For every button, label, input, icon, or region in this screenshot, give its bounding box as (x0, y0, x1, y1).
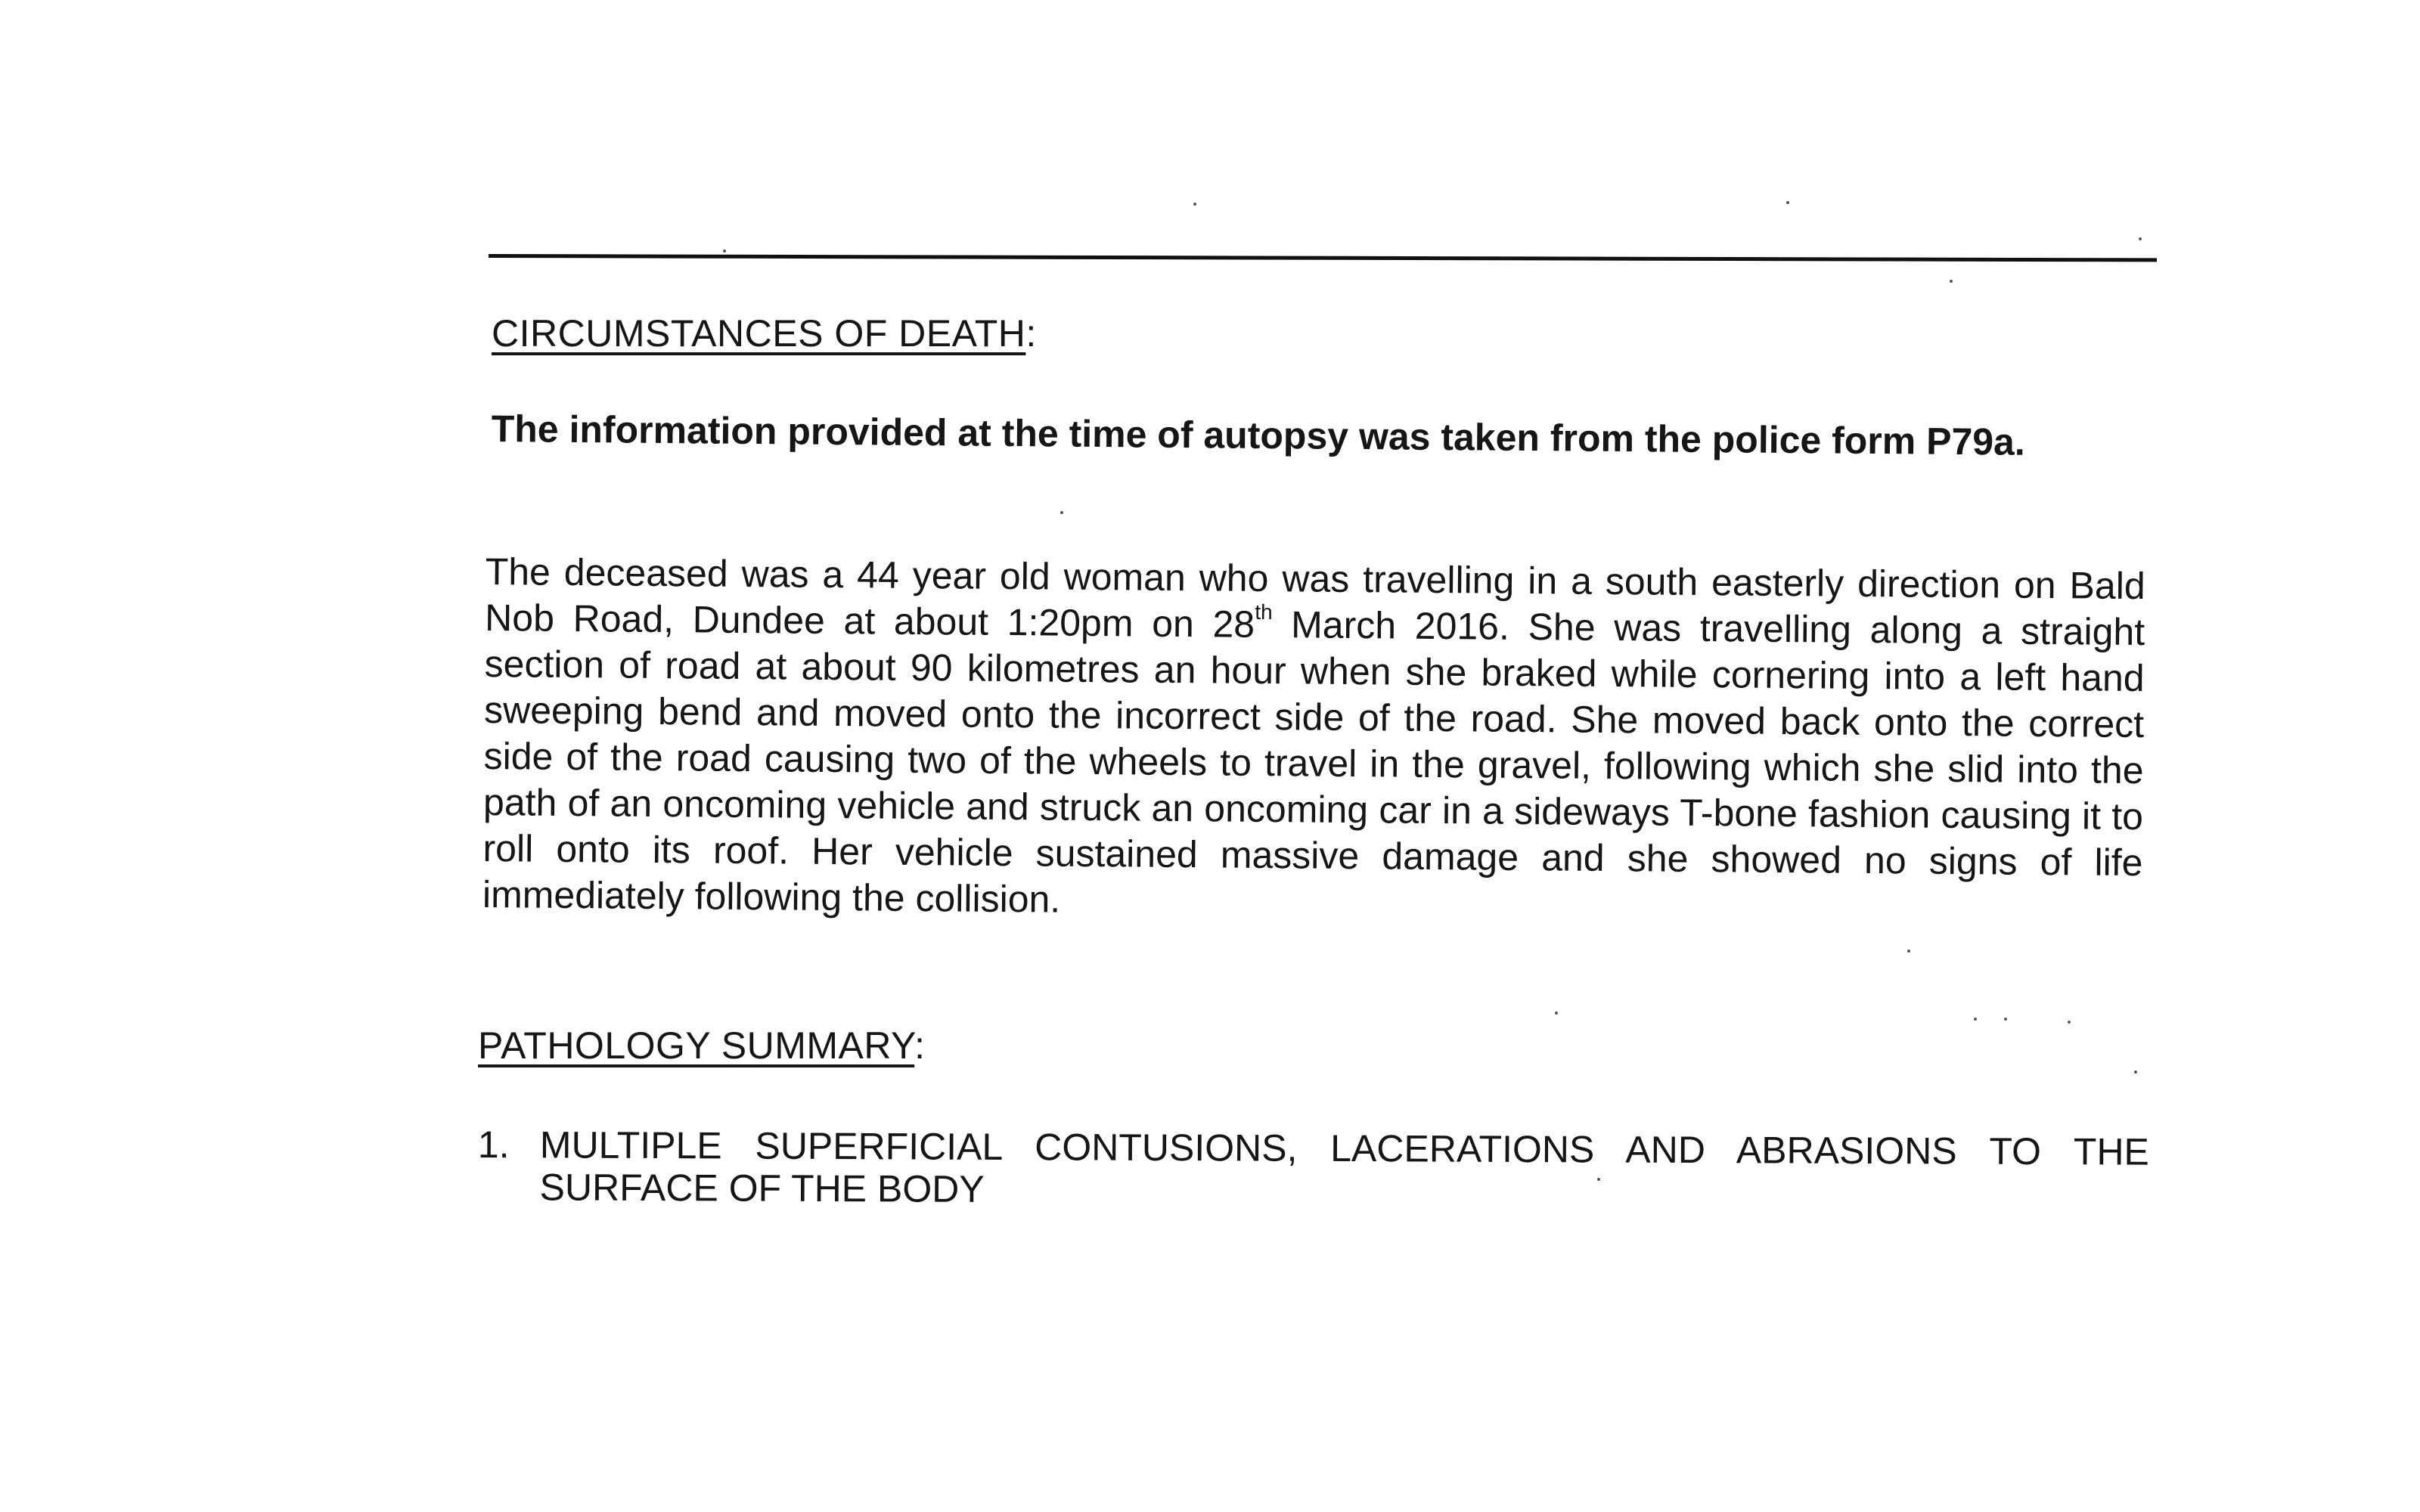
scan-speck (1193, 203, 1196, 206)
scan-speck (2139, 237, 2142, 240)
scan-speck (2134, 1070, 2137, 1074)
section-heading-text: PATHOLOGY SUMMARY (478, 1024, 915, 1067)
scan-speck (1974, 1018, 1977, 1021)
scan-speck (1907, 950, 1910, 953)
list-item-text: MULTIPLE SUPERFICIAL CONTUSIONS, LACERATIONS AND ABRASIONS TO THE SURFACE OF THE BODY (539, 1123, 2149, 1210)
heading-colon: : (1025, 312, 1037, 355)
scan-speck (723, 249, 726, 253)
pathology-list-item (478, 1123, 2149, 1216)
narrative-paragraph (482, 549, 2145, 932)
section-heading-text: CIRCUMSTANCES OF DEATH (492, 312, 1026, 355)
scan-speck (1555, 1012, 1558, 1015)
scan-speck (2004, 1018, 2007, 1021)
ordinal-suffix: th (1255, 600, 1273, 624)
heading-colon: : (914, 1024, 926, 1067)
narrative-text-part2: March 2016. She was travelling along a straight section of road at about 90 kilometres an hour when she braked while cornering into a left hand sweeping bend and moved onto the incorrect side of the road. She moved back onto the correct side of the road causing two of the wheels to travel in the gravel, following which she slid into the path of an oncoming vehicle and struck an oncoming car in a sideways T-bone fashion causing it to roll onto its roof. Her vehicle sustained massive damage and she showed no signs of life immediately following the collision. (482, 603, 2145, 921)
list-item-number: 1. (477, 1123, 510, 1167)
scan-speck (1950, 280, 1953, 283)
scan-speck (1786, 201, 1789, 204)
scan-speck (2068, 1021, 2071, 1024)
section-heading-circumstances (492, 312, 1037, 355)
scan-speck (1060, 511, 1063, 514)
section-heading-pathology (478, 1024, 926, 1067)
narrative-text-part1: The deceased was a 44 year old woman who was travelling in a south easterly direction on Bald Nob Road, Dundee at about 1:20pm on 28 (484, 550, 2145, 646)
horizontal-rule (489, 254, 2157, 262)
intro-paragraph: The information provided at the time of autopsy was taken from the police form P79a. (491, 407, 2026, 463)
